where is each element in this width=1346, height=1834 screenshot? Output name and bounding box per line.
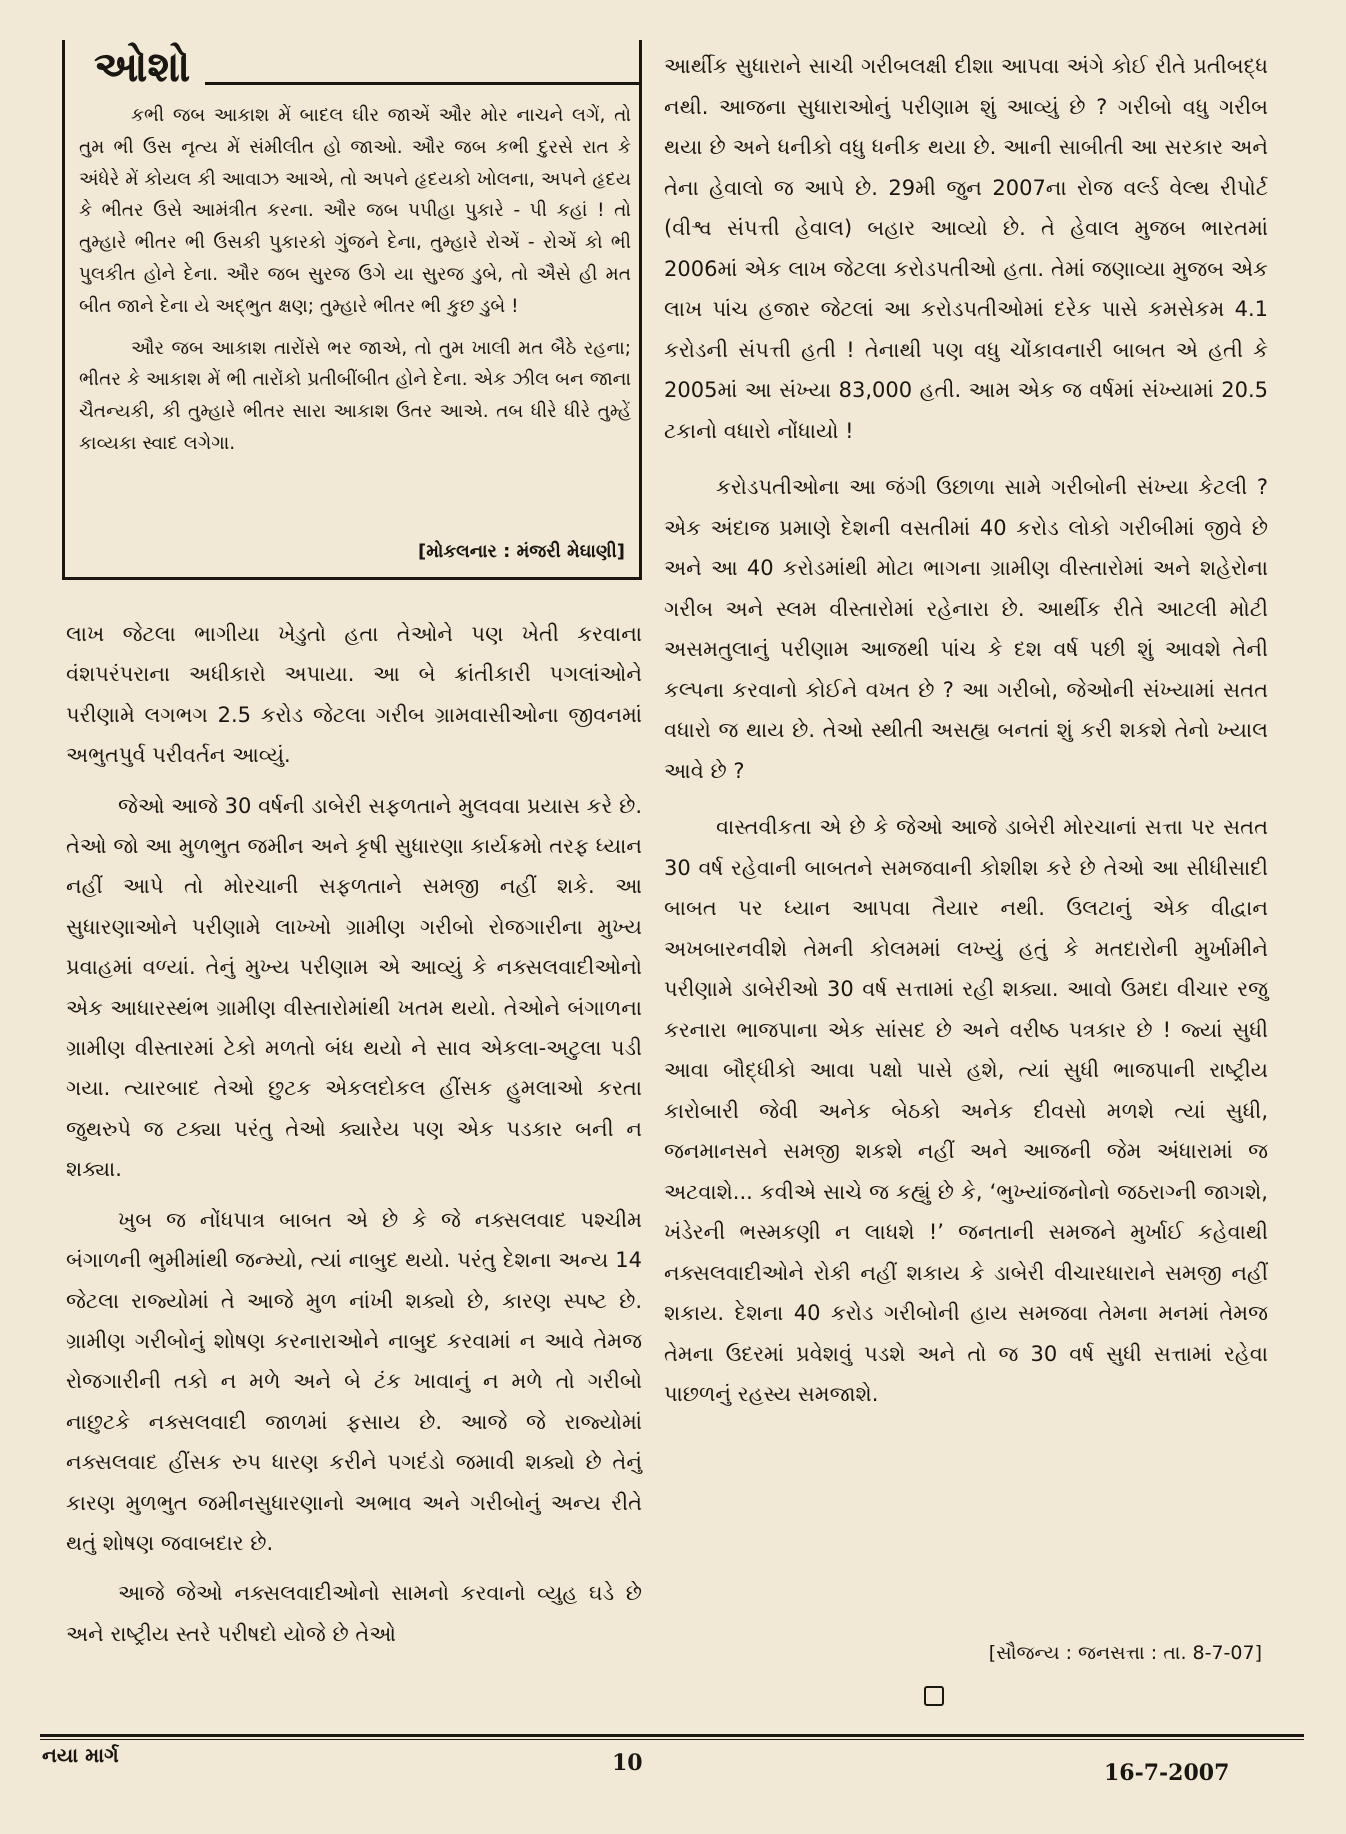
end-of-article-square-icon [924,1686,944,1706]
right-paragraph-1: આર્થીક સુધારાને સાચી ગરીબલક્ષી દીશા આપવા અંગે કોઈ રીતે પ્રતીબદ્ધ નથી. આજના સુધારાઓનું પરીણામ શું આવ્યું છે ? ગરીબો વધુ ગરીબ થયા છે અને ધનીકો વધુ ધનીક થયા છે. આની સાબીતી આ સરકાર અને તેના હેવાલો જ આપે છે. 29મી જુન 2007ના રોજ વર્લ્ડ વેલ્થ રીપોર્ટ (વીશ્વ સંપત્તી હેવાલ) બહાર આવ્યો છે. તે હેવાલ મુજબ ભારતમાં 2006માં એક લાખ જેટલા કરોડપતીઓ હતા. તેમાં જણાવ્યા મુજબ એક લાખ પાંચ હજાર જેટલાં આ કરોડપતીઓમાં દરેક પાસે કમસેકમ 4.1 કરોડની સંપત્તી હતી ! તેનાથી પણ વધુ ચોંકાવનારી બાબત એ હતી કે 2005માં આ સંખ્યા 83,000 હતી. આમ એક જ વર્ષમાં સંખ્યામાં 20.5 ટકાનો વધારો નોંધાયો ! [664,54,1268,443]
footer-date: 16-7-2007 [1104,1760,1230,1786]
right-paragraph-2: કરોડપતીઓના આ જંગી ઉછાળા સામે ગરીબોની સંખ્યા કેટલી ? એક અંદાજ પ્રમાણે દેશની વસતીમાં 40 કરોડ લોકો ગરીબીમાં જીવે છે અને આ 40 કરોડમાંથી મોટા ભાગના ગ્રામીણ વીસ્તારોમાં અને શહેરોના ગરીબ અને સ્લમ વીસ્તારોમાં રહેનારા છે. આર્થીક રીતે આટલી મોટી અસમતુલાનું પરીણામ આજથી પાંચ કે દશ વર્ષ પછી શું આવશે તેની કલ્પના કરવાનો કોઈને વખત છે ? આ ગરીબો, જેઓની સંખ્યામાં સતત વધારો જ થાય છે. તેઓ સ્થીતી અસહ્ય બનતાં શું કરી શકશે તેનો ખ્યાલ આવે છે ? [664,475,1268,783]
osho-credit: [મોકલનાર : મંજરી મેઘાણી] [417,541,625,562]
osho-heading: ઓશો [86,42,198,92]
source-credit: [સૌજન્ય : જનસત્તા : તા. 8-7-07] [988,1642,1262,1664]
osho-quote-box [62,40,642,580]
right-column [664,46,1268,1415]
footer-page-number: 10 [612,1750,643,1776]
osho-box-top-rule [205,82,642,85]
footer-rule [40,1734,1304,1737]
osho-paragraph-1: કભી જબ આકાશ મેં બાદલ ઘીર જાએં ઔર મોર નાચને લગેં, તો તુમ ભી ઉસ નૃત્ય મેં સંમીલીત હો જાઓ. ઔર જબ કભી દુરસે રાત કે અંધેરે મેં કોયલ કી આવાઝ આએ, તો અપને હૃદયકો ખોલના, અપને હૃદય કે ભીતર ઉસે આમંત્રીત કરના. ઔર જબ પપીહા પુકારે - પી કહાં ! તો તુમ્હારે ભીતર ભી ઉસકી પુકારકો ગુંજને દેના, તુમ્હારે રોએં - રોએં કો ભી પુલકીત હોને દેના. ઔર જબ સુરજ ઉગે યા સુરજ ડુબે, તો ઐસે હી મત બીત જાને દેના યે અદ્ભુત ક્ષણ; તુમ્હારે ભીતર ભી કુછ ડુબે ! [79,105,631,317]
osho-quote-text [79,100,631,460]
left-paragraph-4: આજે જેઓ નક્સલવાદીઓનો સામનો કરવાનો વ્યુહ ઘડે છે અને રાષ્ટ્રીય સ્તરે પરીષદો યોજે છે તેઓ [66,1581,642,1646]
osho-paragraph-2: ઔર જબ આકાશ તારોંસે ભર જાએ, તો તુમ ખાલી મત બૈઠે રહના; ભીતર કે આકાશ મેં ભી તારોંકો પ્રતીબીંબીત હોને દેના. એક ઝીલ બન જાના ચૈતન્યકી, કી તુમ્હારે ભીતર સારા આકાશ ઉતર આએ. તબ ધીરે ધીરે તુમ્હેં કાવ્યકા સ્વાદ લગેગા. [79,337,631,454]
footer-rule-thin [40,1739,1304,1740]
left-paragraph-2: જેઓ આજે 30 વર્ષની ડાબેરી સફળતાને મુલવવા પ્રયાસ કરે છે. તેઓ જો આ મુળભુત જમીન અને કૃષી સુધારણા કાર્યક્રમો તરફ ધ્યાન નહીં આપે તો મોરચાની સફળતાને સમજી નહીં શકે. આ સુધારણાઓને પરીણામે લાખ્ખો ગ્રામીણ ગરીબો રોજગારીના મુખ્ય પ્રવાહમાં વળ્યાં. તેનું મુખ્ય પરીણામ એ આવ્યું કે નક્સલવાદીઓનો એક આધારસ્થંભ ગ્રામીણ વીસ્તારોમાંથી ખતમ થયો. તેઓને બંગાળના ગ્રામીણ વીસ્તારમાં ટેકો મળતો બંધ થયો ને સાવ એકલા-અટુલા પડી ગયા. ત્યારબાદ તેઓ છુટક એકલદોકલ હીંસક હુમલાઓ કરતા જુથરુપે જ ટક્યા પરંતુ તેઓ ક્યારેય પણ એક પડકાર બની ન શક્યા. [66,793,642,1182]
footer-magazine-name: નયા માર્ગ [42,1743,119,1767]
left-paragraph-3: ખુબ જ નોંધપાત્ર બાબત એ છે કે જે નક્સલવાદ પશ્ચીમ બંગાળની ભુમીમાંથી જન્મ્યો, ત્યાં નાબુદ થયો. પરંતુ દેશના અન્ય 14 જેટલા રાજ્યોમાં તે આજે મુળ નાંખી શક્યો છે, કારણ સ્પષ્ટ છે. ગ્રામીણ ગરીબોનું શોષણ કરનારાઓને નાબુદ કરવામાં ન આવે તેમજ રોજગારીની તકો ન મળે અને બે ટંક ખાવાનું ન મળે તો ગરીબો નાછુટકે નક્સલવાદી જાળમાં ફસાય છે. આજે જે રાજ્યોમાં નક્સલવાદ હીંસક રુપ ધારણ કરીને પગદંડો જમાવી શક્યો છે તેનું કારણ મુળભુત જમીનસુધારણાનો અભાવ અને ગરીબોનું અન્ય રીતે થતું શોષણ જવાબદાર છે. [66,1207,642,1555]
left-column [66,614,642,1654]
right-paragraph-3: વાસ્તવીકતા એ છે કે જેઓ આજે ડાબેરી મોરચાનાં સત્તા પર સતત 30 વર્ષ રહેવાની બાબતને સમજવાની કોશીશ કરે છે તેઓ આ સીધીસાદી બાબત પર ધ્યાન આપવા તૈયાર નથી. ઉલટાનું એક વીદ્વાન અખબારનવીશે તેમની કોલમમાં લખ્યું હતું કે મતદારોની મુર્ખામીને પરીણામે ડાબેરીઓ 30 વર્ષ સત્તામાં રહી શક્યા. આવો ઉમદા વીચાર રજુ કરનારા ભાજપાના એક સાંસદ છે અને વરીષ્ઠ પત્રકાર છે ! જ્યાં સુધી આવા બૌદ્ધીકો આવા પક્ષો પાસે હશે, ત્યાં સુધી ભાજપાની રાષ્ટ્રીય કારોબારી જેવી અનેક બેઠકો અનેક દીવસો મળશે ત્યાં સુધી, જનમાનસને સમજી શકશે નહીં અને આજની જેમ અંધારામાં જ અટવાશે... કવીએ સાચે જ કહ્યું છે કે, ‘ભુખ્યાંજનોનો જઠરાગ્ની જાગશે, ખંડેરની ભસ્મકણી ન લાધશે !’ જનતાની સમજને મુર્ખાઈ કહેવાથી નક્સલવાદીઓને રોકી નહીં શકાય કે ડાબેરી વીચારધારાને સમજી નહીં શકાય. દેશના 40 કરોડ ગરીબોની હાય સમજવા તેમના મનમાં તેમજ તેમના ઉદરમાં પ્રવેશવું પડશે અને તો જ 30 વર્ષ સુધી સત્તામાં રહેવા પાછળનું રહસ્ય સમજાશે. [664,815,1268,1406]
left-paragraph-1: લાખ જેટલા ભાગીયા ખેડુતો હતા તેઓને પણ ખેતી કરવાના વંશપરંપરાના અધીકારો અપાયા. આ બે ક્રાંતીકારી પગલાંઓને પરીણામે લગભગ 2.5 કરોડ જેટલા ગરીબ ગ્રામવાસીઓના જીવનમાં અભુતપુર્વ પરીવર્તન આવ્યું. [66,622,642,768]
